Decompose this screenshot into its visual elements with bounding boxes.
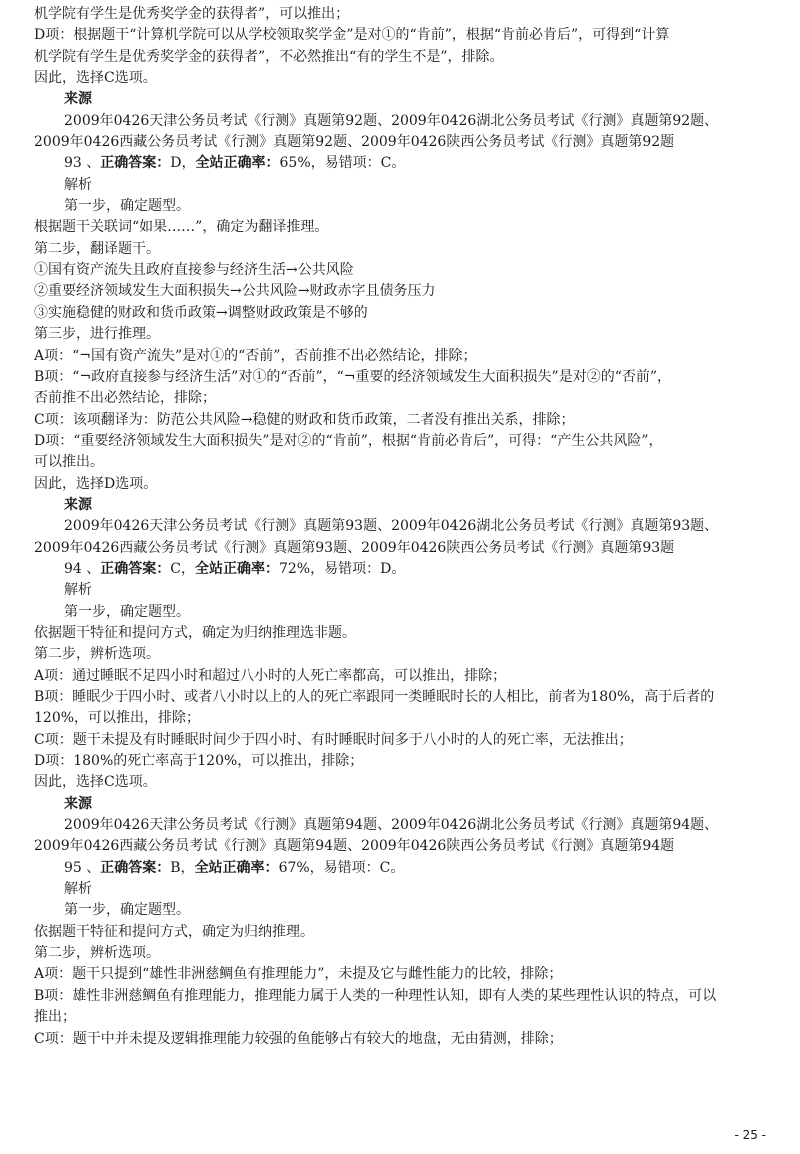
text-line: 2009年0426西藏公务员考试《行测》真题第94题、2009年0426陕西公务员考试《行测》真题第94题 — [34, 838, 675, 855]
text-line: 依据题干特征和提问方式，确定为归纳推理选非题。 — [34, 624, 356, 641]
answer-line-part: 正确答案： — [100, 155, 171, 172]
answer-line-part: 93 、 — [64, 155, 101, 172]
answer-line-part: 正确答案： — [100, 859, 171, 876]
text-line: 第一步，确定题型。 — [64, 198, 190, 215]
answer-line-part: C， — [170, 560, 195, 577]
text-line: 第一步，确定题型。 — [64, 902, 190, 919]
text-line: 2009年0426天津公务员考试《行测》真题第92题、2009年0426湖北公务员考试《行测》真题第92题、 — [64, 112, 719, 129]
text-line: 推出； — [34, 1009, 76, 1026]
text-line: 根据题干关联词“如果……”，确定为翻译推理。 — [34, 219, 329, 236]
answer-line-part: B， — [170, 859, 195, 876]
text-line: B项：睡眠少于四小时、或者八小时以上的人的死亡率跟同一类睡眠时长的人相比，前者为180%，高于后者的 — [34, 689, 715, 705]
text-line: 依据题干特征和提问方式，确定为归纳推理。 — [34, 923, 314, 940]
text-line: 解析 — [64, 881, 92, 898]
text-line: C项：该项翻译为：防范公共风险→稳健的财政和货币政策，二者没有推出关系，排除； — [34, 411, 575, 428]
text-line: 解析 — [64, 176, 92, 193]
text-line: 因此，选择C选项。 — [34, 70, 157, 87]
text-line: 机学院有学生是优秀奖学金的获得者”，不必然推出“有的学生不是”，排除。 — [34, 48, 504, 65]
text-line: 第三步，进行推理。 — [34, 326, 160, 343]
text-line: D项：“重要经济领域发生大面积损失”是对②的“肯前”，根据“肯前必肯后”，可得：“产生公共风险”， — [34, 432, 663, 449]
text-line: 第二步，翻译题干。 — [34, 240, 160, 257]
text-line: 解析 — [64, 582, 92, 599]
text-line: B项：“¬政府直接参与经济生活”对①的“否前”，“¬重要的经济领域发生大面积损失”是对②的“否前”， — [34, 368, 672, 385]
answer-line-part: 72%，易错项：D。 — [278, 560, 406, 577]
section-heading: 来源 — [64, 496, 92, 513]
answer-line-part: 65%，易错项：C。 — [279, 155, 406, 172]
text-line: ①国有资产流失且政府直接参与经济生活→公共风险 — [34, 262, 354, 279]
text-line: A项：通过睡眠不足四小时和超过八小时的人死亡率都高，可以推出，排除； — [34, 667, 507, 684]
text-line: 因此，选择D选项。 — [34, 475, 158, 492]
answer-line-part: 正确答案： — [100, 560, 171, 577]
section-heading: 来源 — [64, 795, 92, 812]
text-line: ②重要经济领域发生大面积损失→公共风险→财政赤字且债务压力 — [34, 283, 436, 300]
text-line: 2009年0426天津公务员考试《行测》真题第94题、2009年0426湖北公务员考试《行测》真题第94题、 — [64, 817, 719, 834]
text-line: 因此，选择C选项。 — [34, 774, 157, 791]
answer-line — [34, 858, 774, 879]
text-line: A项：题干只提到“雄性非洲慈鲷鱼有推理能力”，未提及它与雌性能力的比较，排除； — [34, 966, 563, 983]
answer-line-part: 95 、 — [64, 859, 101, 876]
text-line: D项：根据题干“计算机学院可以从学校领取奖学金”是对①的“肯前”，根据“肯前必肯后”，可得到“计算 — [34, 27, 670, 44]
text-line: 第二步，辨析选项。 — [34, 945, 160, 962]
answer-line — [34, 153, 774, 174]
page-number: - 25 - — [734, 1128, 766, 1142]
text-line: C项：题干未提及有时睡眠时间少于四小时、有时睡眠时间多于八小时的人的死亡率，无法推出； — [34, 731, 633, 748]
text-line: 第二步，辨析选项。 — [34, 646, 160, 663]
text-line: A项：“¬国有资产流失”是对①的“否前”，否前推不出必然结论，排除； — [34, 347, 477, 364]
text-line: 可以推出。 — [34, 454, 104, 471]
text-line: D项：180%的死亡率高于120%，可以推出，排除； — [34, 753, 364, 770]
text-line: B项：雄性非洲慈鲷鱼有推理能力，推理能力属于人类的一种理性认知，即有人类的某些理性认识的特点，可以 — [34, 987, 717, 1004]
text-line: 2009年0426西藏公务员考试《行测》真题第92题、2009年0426陕西公务员考试《行测》真题第92题 — [34, 134, 675, 151]
text-line: 120%，可以推出，排除； — [34, 710, 201, 727]
answer-line-part: 67%，易错项：C。 — [278, 859, 405, 876]
text-line: 第一步，确定题型。 — [64, 603, 190, 620]
text-line: ③实施稳健的财政和货币政策→调整财政政策是不够的 — [34, 304, 368, 321]
answer-line-part: 全站正确率： — [194, 560, 279, 577]
text-line: 机学院有学生是优秀奖学金的获得者”，可以推出； — [34, 6, 350, 22]
text-line: 否前推不出必然结论，排除； — [34, 390, 216, 407]
text-line: 2009年0426天津公务员考试《行测》真题第93题、2009年0426湖北公务员考试《行测》真题第93题、 — [64, 518, 719, 535]
answer-line-part: D， — [170, 155, 196, 172]
text-line: C项：题干中并未提及逻辑推理能力较强的鱼能够占有较大的地盘，无由猜测，排除； — [34, 1030, 563, 1047]
answer-line-part: 全站正确率： — [194, 859, 279, 876]
section-heading: 来源 — [64, 91, 92, 108]
document-body — [34, 4, 774, 1050]
answer-line-part: 94 、 — [64, 560, 101, 577]
text-line: 2009年0426西藏公务员考试《行测》真题第93题、2009年0426陕西公务员考试《行测》真题第93题 — [34, 539, 675, 556]
answer-line-part: 全站正确率： — [195, 155, 280, 172]
answer-line — [34, 559, 774, 580]
